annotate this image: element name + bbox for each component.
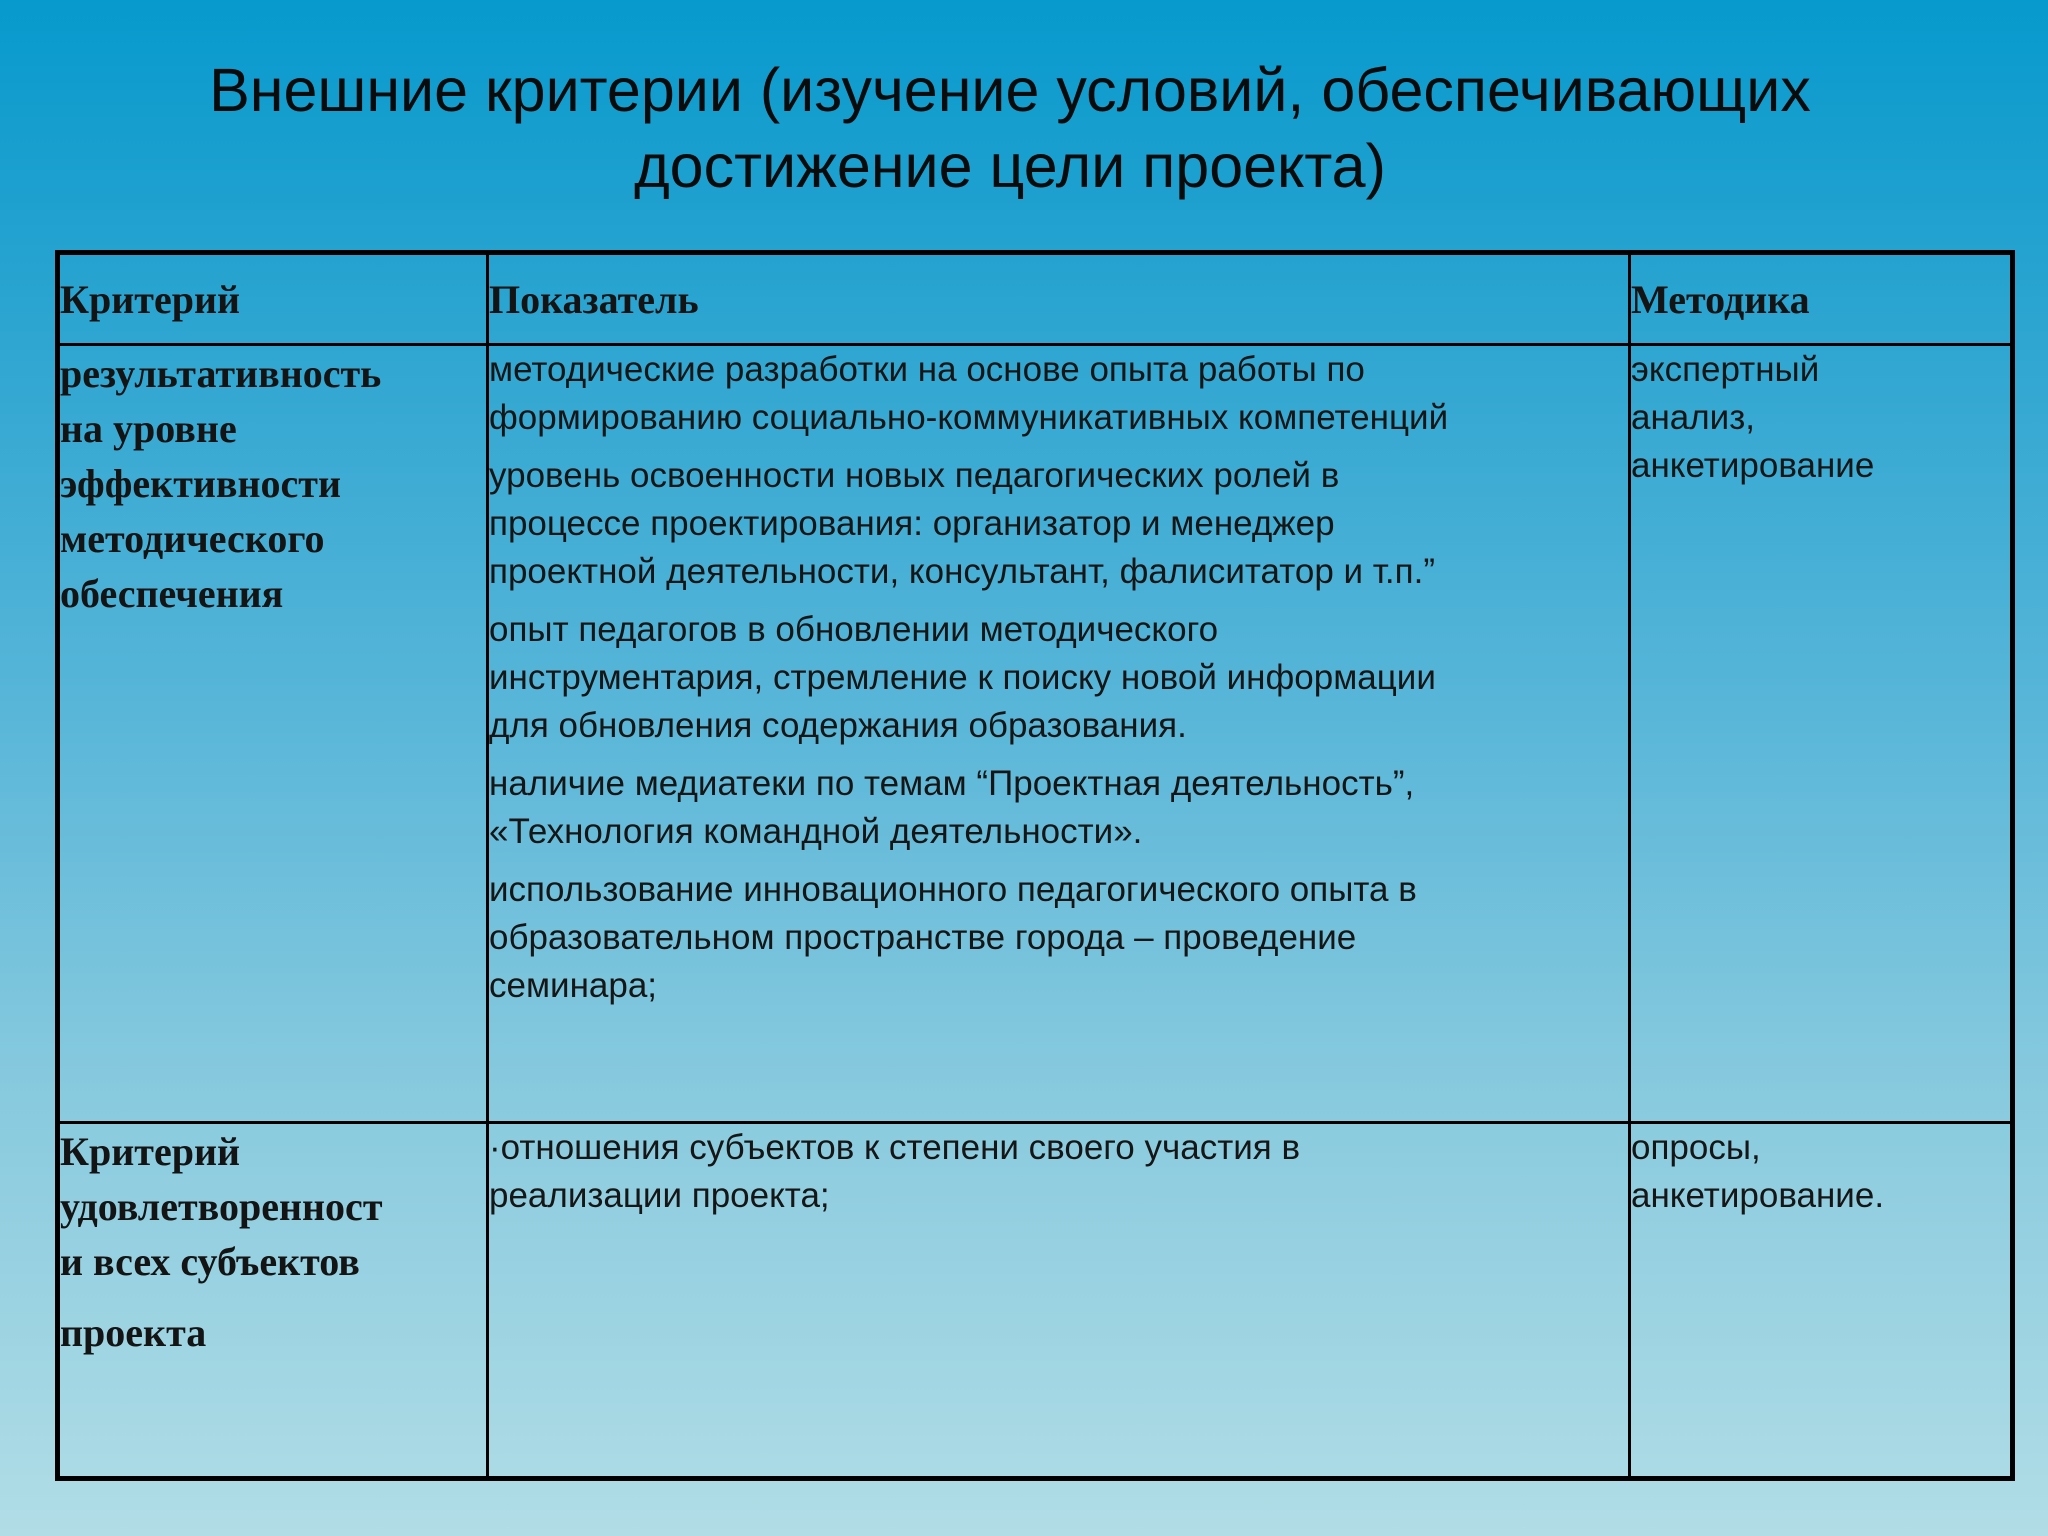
method-line: экспертный — [1631, 350, 1820, 389]
criterion-line: результативность — [60, 351, 382, 396]
criterion-line: методического — [60, 516, 325, 561]
indicator-cell — [488, 345, 1630, 1123]
table-header-row — [58, 253, 2013, 345]
indicator-line: реализации проекта; — [489, 1176, 830, 1215]
header-indicator: Показатель — [488, 253, 1630, 345]
indicator-item — [489, 606, 1628, 750]
indicator-line: наличие медиатеки по темам “Проектная деятельность”, — [489, 764, 1415, 803]
header-criterion: Критерий — [58, 253, 488, 345]
indicator-line: «Технология командной деятельности». — [489, 812, 1143, 851]
criterion-line: Критерий — [60, 1129, 241, 1174]
indicator-line: использование инновационного педагогического опыта в — [489, 870, 1417, 909]
method-cell — [1630, 345, 2013, 1123]
table-row — [58, 345, 2013, 1123]
indicator-line: инструментария, стремление к поиску новой информации — [489, 658, 1436, 697]
indicator-line: процессе проектирования: организатор и менеджер — [489, 504, 1335, 543]
slide-title-line-2: достижение цели проекта) — [634, 132, 1386, 200]
indicator-line: методические разработки на основе опыта работы по — [489, 350, 1365, 389]
criterion-line: эффективности — [60, 461, 341, 506]
indicator-line: ·отношения субъектов к степени своего участия в — [489, 1128, 1301, 1167]
table-row — [58, 1123, 2013, 1479]
method-line: анкетирование. — [1631, 1176, 1885, 1215]
indicator-item — [489, 866, 1628, 1010]
indicator-line: опыт педагогов в обновлении методического — [489, 610, 1219, 649]
method-line: анализ, — [1631, 398, 1756, 437]
indicator-line: семинара; — [489, 966, 658, 1005]
criterion-cell — [58, 1123, 488, 1479]
criterion-cell — [58, 345, 488, 1123]
indicator-item — [489, 452, 1628, 596]
criterion-line: проекта — [60, 1310, 207, 1355]
indicator-line: формированию социально-коммуникативных компетенций — [489, 398, 1449, 437]
method-cell — [1630, 1123, 2013, 1479]
criteria-table — [55, 250, 2015, 1481]
slide-title-line-1: Внешние критерии (изучение условий, обеспечивающих — [209, 56, 1811, 124]
slide-title — [60, 52, 1960, 204]
indicator-item — [489, 346, 1628, 442]
indicator-line: для обновления содержания образования. — [489, 706, 1187, 745]
method-line: анкетирование — [1631, 446, 1875, 485]
criterion-line: удовлетворенност — [60, 1184, 383, 1229]
criterion-line: и всех субъектов — [60, 1239, 360, 1284]
header-method: Методика — [1630, 253, 2013, 345]
criterion-line: обеспечения — [60, 571, 284, 616]
indicator-line: образовательном пространстве города – проведение — [489, 918, 1357, 957]
method-line: опросы, — [1631, 1128, 1761, 1167]
indicator-line: проектной деятельности, консультант, фалиситатор и т.п.” — [489, 552, 1435, 591]
indicator-item — [489, 1124, 1628, 1220]
indicator-cell — [488, 1123, 1630, 1479]
criterion-line: на уровне — [60, 406, 237, 451]
indicator-line: уровень освоенности новых педагогических ролей в — [489, 456, 1340, 495]
indicator-item — [489, 760, 1628, 856]
